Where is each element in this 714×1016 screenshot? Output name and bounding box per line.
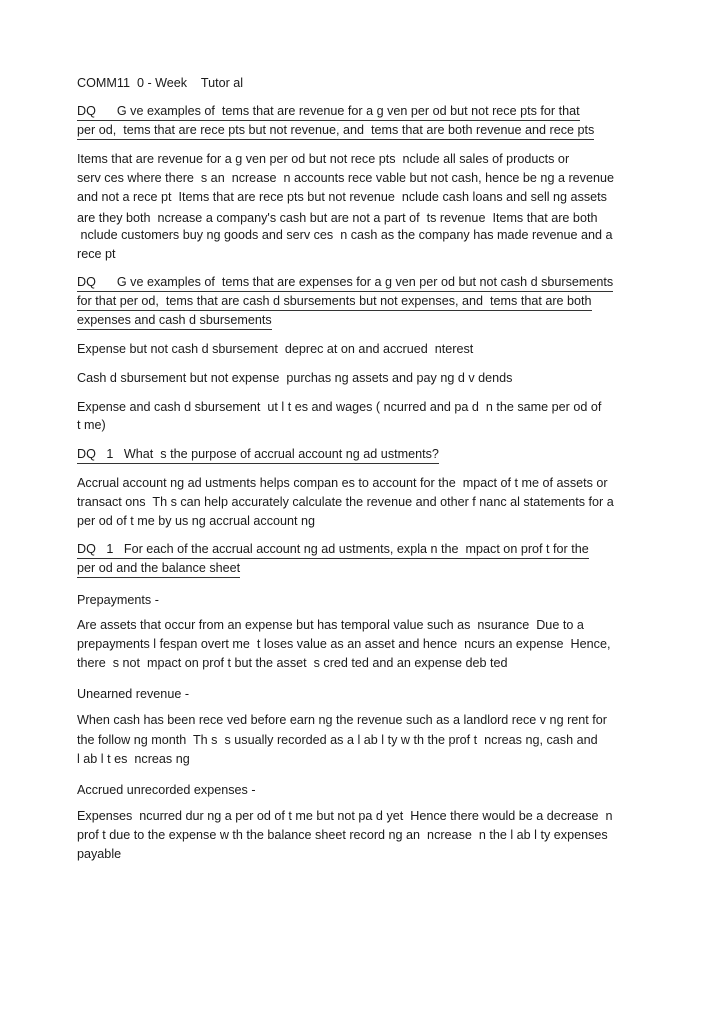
question-1-answer-line: Items that are revenue for a g ven per od but not rece pts nclude all sales of products or xyxy=(77,152,570,166)
prepayments-text-line: prepayments l fespan overt me t loses value as an asset and hence ncurs an expense Hence, xyxy=(77,637,611,651)
question-3-answer-line: Accrual account ng ad ustments helps compan es to account for the mpact of t me of assets or xyxy=(77,476,608,490)
question-1-heading-line-1: DQ G ve examples of tems that are revenue for a g ven per od but not rece pts for that xyxy=(77,103,580,121)
accrued-expenses-text-line: prof t due to the expense w th the balance sheet record ng an ncrease n the l ab l ty expenses xyxy=(77,828,608,842)
question-2-both-line-2: t me) xyxy=(77,418,106,432)
unearned-revenue-text-line: l ab l t es ncreas ng xyxy=(77,752,190,766)
question-2-cash-not-expense: Cash d sbursement but not expense purchas ng assets and pay ng d v dends xyxy=(77,371,513,385)
document-title: COMM11 0 - Week Tutor al xyxy=(77,76,244,90)
question-1-answer-line: are they both ncrease a company's cash but are not a part of ts revenue Items that are both xyxy=(77,211,598,225)
question-1-answer-line: rece pt xyxy=(77,247,116,261)
question-1-answer-line: serv ces where there s an ncrease n accounts rece vable but not cash, hence be ng a revenue xyxy=(77,171,614,185)
accrued-expenses-text-line: Expenses ncurred dur ng a per od of t me but not pa d yet Hence there would be a decrease n xyxy=(77,809,613,823)
question-2-heading-line-2: for that per od, tems that are cash d sbursements but not expenses, and tems that are both xyxy=(77,293,592,311)
unearned-revenue-text-line: the follow ng month Th s s usually recorded as a l ab l ty w th the prof t ncreas ng, cash and xyxy=(77,733,598,747)
question-1-heading-line-2: per od, tems that are rece pts but not revenue, and tems that are both revenue and rece pts xyxy=(77,122,594,140)
prepayments-text-line: there s not mpact on prof t but the asset s cred ted and an expense deb ted xyxy=(77,656,508,670)
question-1-answer-line: and not a rece pt Items that are rece pts but not revenue nclude cash loans and sell ng assets xyxy=(77,190,607,204)
prepayments-label: Prepayments - xyxy=(77,593,159,607)
question-1-answer-line: nclude customers buy ng goods and serv ces n cash as the company has made revenue and a xyxy=(77,228,613,242)
question-3-answer-line: per od of t me by us ng accrual account ng xyxy=(77,514,316,528)
question-2-both-line-1: Expense and cash d sbursement ut l t es and wages ( ncurred and pa d n the same per od of xyxy=(77,400,602,414)
question-4-heading-line-1: DQ 1 For each of the accrual account ng ad ustments, expla n the mpact on prof t for the xyxy=(77,541,589,559)
question-2-heading-line-3: expenses and cash d sbursements xyxy=(77,312,272,330)
prepayments-text-line: Are assets that occur from an expense but has temporal value such as nsurance Due to a xyxy=(77,618,584,632)
question-3-heading: DQ 1 What s the purpose of accrual account ng ad ustments? xyxy=(77,446,439,464)
accrued-expenses-text-line: payable xyxy=(77,847,122,861)
question-3-answer-line: transact ons Th s can help accurately calculate the revenue and other f nanc al statements for a xyxy=(77,495,614,509)
question-2-heading-line-1: DQ G ve examples of tems that are expenses for a g ven per od but not cash d sbursements xyxy=(77,274,613,292)
unearned-revenue-text-line: When cash has been rece ved before earn ng the revenue such as a landlord rece v ng rent for xyxy=(77,713,607,727)
question-2-expense-not-cash: Expense but not cash d sbursement deprec at on and accrued nterest xyxy=(77,342,474,356)
accrued-expenses-label: Accrued unrecorded expenses - xyxy=(77,783,256,797)
unearned-revenue-label: Unearned revenue - xyxy=(77,687,190,701)
question-4-heading-line-2: per od and the balance sheet xyxy=(77,560,240,578)
